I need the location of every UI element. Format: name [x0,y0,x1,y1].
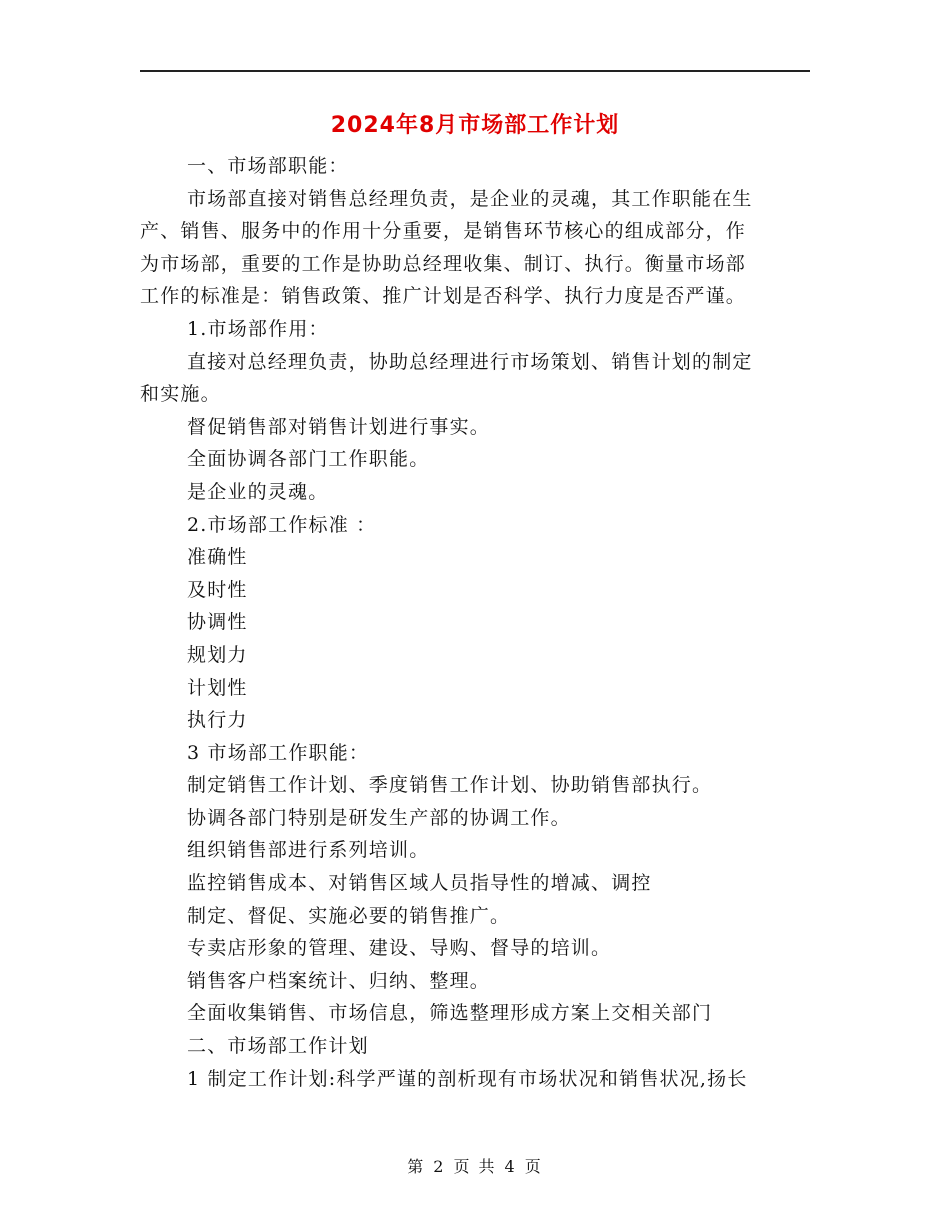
document-body [140,150,810,1095]
text-line: 执行力 [187,709,248,732]
text-line: 全面收集销售、市场信息，筛选整理形成方案上交相关部门 [187,1002,713,1025]
text-line: 工作的标准是：销售政策、推广计划是否科学、执行力度是否严谨。 [140,285,747,308]
text-line: 2.市场部工作标准 ： [187,513,377,536]
text-line: 产、销售、服务中的作用十分重要，是销售环节核心的组成部分，作 [140,220,747,243]
page-total: 4 [504,1157,517,1176]
text-line: 组织销售部进行系列培训。 [187,839,430,862]
header-rule [140,70,810,72]
page-footer [0,1154,950,1177]
text-line: 为市场部，重要的工作是协助总经理收集、制订、执行。衡量市场部 [140,252,747,275]
text-line: 是企业的灵魂。 [187,480,329,503]
text-line: 监控销售成本、对销售区域人员指导性的增减、调控 [187,872,652,895]
text-line: 规划力 [187,643,248,666]
text-line: 1 制定工作计划:科学严谨的剖析现有市场状况和销售状况,扬长 [187,1067,748,1090]
document-title: 2024年8月市场部工作计划 [330,113,620,138]
page-suffix: 页 [524,1157,543,1176]
text-line: 计划性 [187,676,248,699]
page-of: 页 共 [453,1157,497,1176]
text-line: 协调性 [187,611,248,634]
text-line: 督促销售部对销售计划进行事实。 [187,415,491,438]
text-line: 准确性 [187,546,248,569]
text-line: 制定、督促、实施必要的销售推广。 [187,904,511,927]
text-line: 市场部直接对销售总经理负责，是企业的灵魂，其工作职能在生 [187,187,753,210]
text-line: 1.市场部作用： [187,317,329,340]
text-line: 一、市场部职能： [187,155,349,177]
text-line: 协调各部门特别是研发生产部的协调工作。 [187,806,571,829]
page-current: 2 [433,1157,446,1176]
text-line: 销售客户档案统计、归纳、整理。 [187,969,491,992]
text-line: 和实施。 [140,383,221,406]
text-line: 专卖店形象的管理、建设、导购、督导的培训。 [187,937,612,960]
text-line: 二、市场部工作计划 [187,1035,369,1058]
text-line: 及时性 [187,578,248,601]
text-line: 制定销售工作计划、季度销售工作计划、协助销售部执行。 [187,774,713,797]
text-line: 全面协调各部门工作职能。 [187,448,430,471]
text-line: 直接对总经理负责，协助总经理进行市场策划、销售计划的制定 [187,350,753,373]
text-line: 3 市场部工作职能： [187,741,370,764]
page-label: 第 [407,1157,426,1176]
